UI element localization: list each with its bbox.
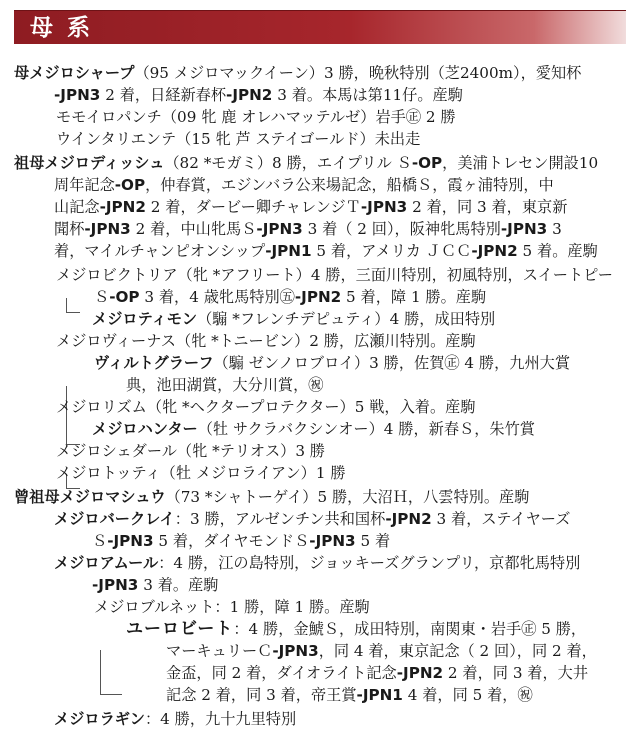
bold-segment: 祖母 <box>14 154 45 172</box>
bold-segment: -JPN3 <box>54 86 101 104</box>
text-line <box>14 486 529 508</box>
bold-segment: -JPN2 <box>385 510 432 528</box>
text-segment: 2 着，同 3 着，東京新 <box>407 198 568 216</box>
bracket-line <box>100 694 122 695</box>
text-line <box>166 662 588 684</box>
text-segment: ウインタリエンテ（15 牝 芦 ステイゴールド）未出走 <box>56 130 421 148</box>
bold-segment: メジロディッシュ <box>44 154 165 172</box>
bold-segment: -JPN3 <box>84 220 131 238</box>
text-segment: マーキュリーＣ <box>166 642 273 660</box>
text-segment: 典，池田湖賞，大分川賞，㊗ <box>126 376 324 394</box>
bold-segment: -JPN3 <box>360 198 408 216</box>
bold-segment: メジロマシュウ <box>59 488 166 506</box>
text-line <box>54 84 463 106</box>
text-segment: メジロリズム（牝 *ヘクタープロテクター）5 戦，入着。産駒 <box>56 398 476 416</box>
text-line <box>56 462 346 484</box>
text-line <box>54 174 554 196</box>
bold-segment: ヴィルトグラーフ <box>94 354 214 372</box>
bold-segment: -JPN3 <box>272 642 319 660</box>
text-line <box>56 330 476 352</box>
text-segment: Ｓ <box>92 532 108 550</box>
text-line <box>14 152 598 174</box>
text-line <box>56 440 325 462</box>
bold-segment: メジロシャープ <box>29 64 135 82</box>
text-segment: 5 着，障 1 勝。産駒 <box>341 288 487 306</box>
text-line <box>92 418 535 440</box>
text-segment: Ｓ <box>94 288 110 306</box>
text-line <box>166 640 597 662</box>
bold-segment: -JPN3 <box>107 532 154 550</box>
bracket-line <box>66 298 67 312</box>
text-segment: ，美浦トレセン開設10 <box>442 154 599 172</box>
text-line <box>92 574 218 596</box>
text-segment: 金盃，同 2 着，ダイオライト記念 <box>166 664 397 682</box>
text-segment: 4 着，同 5 着，㊗ <box>402 686 533 704</box>
text-line <box>56 128 420 150</box>
bold-segment: メジロバークレイ <box>54 510 175 528</box>
text-segment: 2 着，中山牝馬Ｓ <box>130 220 257 238</box>
bold-segment: メジロアムール <box>54 554 159 572</box>
text-segment: 5 着。産駒 <box>517 242 598 260</box>
text-segment: メジロブルネット：1 勝，障 1 勝。産駒 <box>94 598 370 616</box>
section-title: 母系 <box>30 15 104 41</box>
text-segment: 3 着，4 歳牝馬特別㊄ <box>139 288 295 306</box>
text-segment: 周年記念 <box>54 176 115 194</box>
text-segment: 3 着（ 2 回），阪神牝馬特別 <box>302 220 501 238</box>
text-segment: メジロビクトリア（牝 *アフリート）4 勝，三面川特別，初風特別，スイートピー <box>56 266 613 284</box>
bold-segment: -JPN3 <box>500 220 548 238</box>
text-segment: 2 着，同 3 着，大井 <box>443 664 589 682</box>
text-segment: 着，マイルチャンピオンシップ <box>54 242 266 260</box>
text-segment: 3 着，ステイヤーズ <box>431 510 571 528</box>
text-segment: ：4 勝，九十九里特別 <box>144 710 297 728</box>
text-line <box>54 196 567 218</box>
text-line <box>56 264 613 286</box>
text-segment: 2 着，ダービー卿チャレンジＴ <box>145 198 361 216</box>
text-segment: 3 <box>547 220 562 238</box>
text-segment: 3 着。本馬は第11仔。産駒 <box>272 86 463 104</box>
text-line <box>54 218 562 240</box>
highlight-horse-name: ユーロビート <box>126 619 234 639</box>
text-line <box>54 708 296 730</box>
section-header <box>14 10 626 44</box>
bold-segment: 母 <box>14 64 30 82</box>
bold-segment: -OP <box>114 176 146 194</box>
text-segment: （73 *シャトーゲイ）5 勝，大沼Ｈ，八雲特別。産駒 <box>165 488 530 506</box>
text-segment: ，同 4 着，東京記念（ 2 回），同 2 着， <box>318 642 597 660</box>
bold-segment: -JPN2 <box>294 288 342 306</box>
text-line <box>92 530 390 552</box>
text-segment: （騸 *フレンチデピュティ）4 勝，成田特別 <box>197 310 496 328</box>
text-segment: メジロヴィーナス（牝 *トニービン）2 勝，広瀬川特別。産駒 <box>56 332 476 350</box>
text-segment: 5 着 <box>355 532 391 550</box>
text-segment: ，仲春賞，エジンバラ公来場記念，船橋Ｓ，霞ヶ浦特別，中 <box>145 176 554 194</box>
bracket-line <box>100 650 101 694</box>
bold-segment: メジロラギン <box>54 710 145 728</box>
text-segment: 3 着。産駒 <box>138 576 219 594</box>
bold-segment: -OP <box>109 288 140 306</box>
bold-segment: メジロハンター <box>92 420 198 438</box>
text-segment: ：4 勝，江の島特別，ジョッキーズグランプリ，京都牝馬特別 <box>158 554 581 572</box>
text-segment: （95 メジロマックイーン）3 勝，晩秋特別（芝2400m），愛知杯 <box>134 64 582 82</box>
bold-segment: -JPN2 <box>99 198 146 216</box>
text-line <box>54 240 598 262</box>
text-segment: 5 着，ダイヤモンドＳ <box>153 532 310 550</box>
text-line <box>126 618 586 640</box>
bold-segment: -JPN2 <box>471 242 518 260</box>
text-segment: モモイロパンチ（09 牝 鹿 オレハマッテルゼ）岩手㊣ 2 勝 <box>56 108 456 126</box>
bold-segment: -JPN3 <box>92 576 139 594</box>
bold-segment: -JPN1 <box>265 242 312 260</box>
text-segment: 2 着，日経新春杯 <box>100 86 227 104</box>
text-line <box>54 552 580 574</box>
text-segment: 5 着，アメリカ ＪＣＣ <box>311 242 472 260</box>
bold-segment: 曾祖母 <box>14 488 60 506</box>
text-segment: （騸 ゼンノロブロイ）3 勝，佐賀㊣ 4 勝，九州大賞 <box>213 354 571 372</box>
text-segment: 山記念 <box>54 198 100 216</box>
bracket-line <box>66 312 80 313</box>
text-segment: （82 *モガミ）8 勝，エイプリル Ｓ <box>164 154 412 172</box>
text-line <box>94 596 370 618</box>
text-segment: 記念 2 着，同 3 着，帝王賞 <box>166 686 357 704</box>
text-segment: ：3 勝，アルゼンチン共和国杯 <box>174 510 386 528</box>
text-segment: 聞杯 <box>54 220 85 238</box>
text-line <box>56 396 476 418</box>
text-line <box>94 352 570 374</box>
bold-segment: -JPN2 <box>226 86 273 104</box>
text-line <box>14 62 581 84</box>
text-line <box>92 308 495 330</box>
text-segment: メジロトッティ（牡 メジロライアン）1 勝 <box>56 464 346 482</box>
bold-segment: -JPN2 <box>396 664 444 682</box>
text-segment: （牡 サクラバクシンオー）4 勝，新春Ｓ，朱竹賞 <box>197 420 535 438</box>
text-line <box>54 508 570 530</box>
bold-segment: メジロティモン <box>92 310 198 328</box>
text-segment: ：4 勝，金鯱Ｓ，成田特別，南関東・岩手㊣ 5 勝， <box>233 620 587 638</box>
text-line <box>56 106 456 128</box>
bold-segment: -OP <box>411 154 443 172</box>
text-line <box>94 286 486 308</box>
bold-segment: -JPN1 <box>356 686 403 704</box>
bold-segment: -JPN3 <box>256 220 303 238</box>
text-line <box>166 684 533 706</box>
bold-segment: -JPN3 <box>309 532 356 550</box>
text-line <box>126 374 323 396</box>
text-segment: メジロシェダール（牝 *テリオス）3 勝 <box>56 442 325 460</box>
